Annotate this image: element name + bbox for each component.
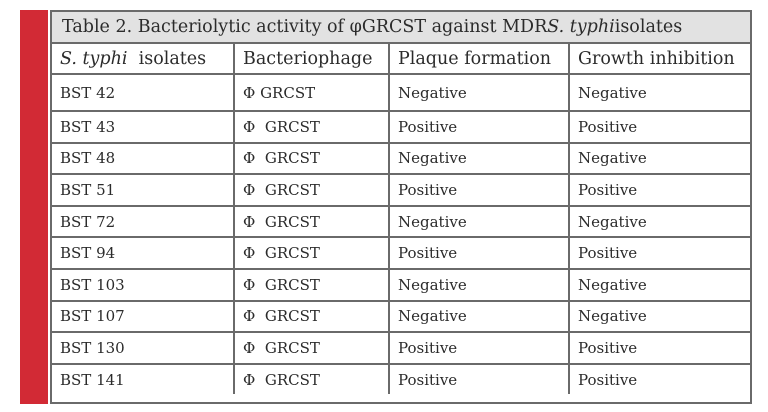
table-row [52, 364, 750, 395]
cell-isolate: BST 42 [52, 74, 234, 111]
cell-bacteriophage: Φ GRCST [234, 332, 389, 364]
cell-plaque-formation: Positive [389, 237, 569, 269]
cell-bacteriophage: Φ GRCST [234, 143, 389, 175]
cell-bacteriophage: Φ GRCST [234, 364, 389, 395]
caption-italic: S. typhi [547, 17, 615, 37]
table-row [52, 74, 750, 111]
header-isolates [52, 44, 234, 74]
cell-growth-inhibition: Positive [569, 111, 750, 143]
cell-plaque-formation: Positive [389, 111, 569, 143]
cell-plaque-formation: Positive [389, 332, 569, 364]
data-table [50, 10, 752, 404]
table-row [52, 332, 750, 364]
cell-bacteriophage: Φ GRCST [234, 269, 389, 301]
cell-isolate: BST 72 [52, 206, 234, 238]
cell-isolate: BST 94 [52, 237, 234, 269]
cell-growth-inhibition: Positive [569, 174, 750, 206]
cell-bacteriophage: Φ GRCST [234, 301, 389, 333]
cell-bacteriophage: Φ GRCST [234, 237, 389, 269]
table-body [52, 74, 750, 394]
caption-suffix: isolates [614, 17, 683, 37]
cell-plaque-formation: Negative [389, 143, 569, 175]
header-row [52, 44, 750, 74]
cell-plaque-formation: Negative [389, 74, 569, 111]
results-table [52, 44, 750, 394]
cell-isolate: BST 43 [52, 111, 234, 143]
cell-plaque-formation: Positive [389, 174, 569, 206]
cell-bacteriophage: Φ GRCST [234, 174, 389, 206]
cell-growth-inhibition: Positive [569, 237, 750, 269]
cell-growth-inhibition: Negative [569, 74, 750, 111]
header-isolates-suffix: isolates [127, 48, 207, 69]
cell-plaque-formation: Negative [389, 301, 569, 333]
cell-growth-inhibition: Negative [569, 301, 750, 333]
table-row [52, 206, 750, 238]
table-row [52, 301, 750, 333]
table-row [52, 174, 750, 206]
table-row [52, 237, 750, 269]
table-caption [52, 12, 750, 44]
header-growth-inhibition: Growth inhibition [569, 44, 750, 74]
cell-plaque-formation: Negative [389, 206, 569, 238]
cell-isolate: BST 48 [52, 143, 234, 175]
cell-plaque-formation: Positive [389, 364, 569, 395]
cell-growth-inhibition: Negative [569, 206, 750, 238]
cell-isolate: BST 51 [52, 174, 234, 206]
table-row [52, 143, 750, 175]
accent-bar [20, 10, 48, 404]
table-row [52, 111, 750, 143]
header-isolates-italic: S. typhi [60, 48, 128, 69]
cell-growth-inhibition: Negative [569, 143, 750, 175]
cell-bacteriophage: Φ GRCST [234, 206, 389, 238]
cell-growth-inhibition: Positive [569, 332, 750, 364]
table-row [52, 269, 750, 301]
cell-isolate: BST 107 [52, 301, 234, 333]
header-plaque-formation: Plaque formation [389, 44, 569, 74]
cell-isolate: BST 141 [52, 364, 234, 395]
cell-isolate: BST 103 [52, 269, 234, 301]
caption-prefix: Table 2. Bacteriolytic activity of φGRCST against MDR [62, 17, 548, 37]
cell-growth-inhibition: Positive [578, 370, 638, 389]
cell-bacteriophage: Φ GRCST [234, 111, 389, 143]
cell-bacteriophage: Φ GRCST [234, 74, 389, 111]
cell-growth-inhibition: Negative [569, 269, 750, 301]
cell-isolate: BST 130 [52, 332, 234, 364]
header-bacteriophage: Bacteriophage [234, 44, 389, 74]
cell-plaque-formation: Negative [389, 269, 569, 301]
